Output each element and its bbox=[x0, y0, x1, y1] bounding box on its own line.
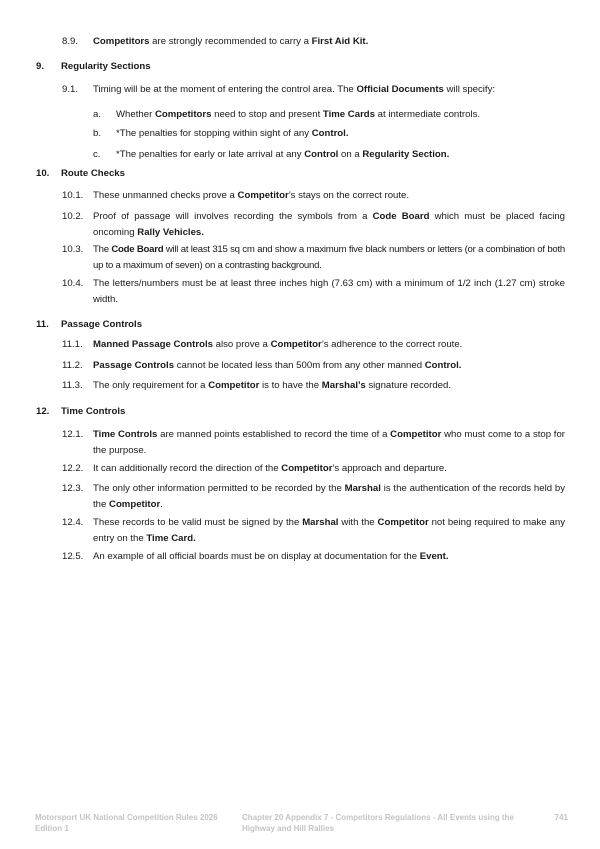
section-number: 10. bbox=[36, 168, 50, 179]
footer-rules-title-line-2: Edition 1 bbox=[35, 824, 69, 833]
clause-text: These unmanned checks prove a Competitor’s stays on the correct route. bbox=[93, 190, 410, 201]
clause-text: Passage Controls cannot be located less than 500m from any other manned Control. bbox=[93, 360, 462, 371]
clause-text: Proof of passage will involves recording the symbols from a Code Board which must be placed facing oncoming Rally Vehicles. bbox=[93, 211, 565, 238]
defined-term: Competitor bbox=[281, 463, 333, 474]
clause-number: 8.9. bbox=[62, 36, 79, 47]
defined-term: Control. bbox=[311, 128, 349, 139]
section-number: 11. bbox=[36, 319, 49, 330]
clause-text: Time Controls are manned points established to record the time of a Competitor who must come to a stop for the purpose. bbox=[93, 429, 566, 456]
defined-term: Event. bbox=[419, 551, 449, 562]
defined-term: Code Board bbox=[372, 211, 430, 222]
defined-term: Marshal bbox=[302, 517, 339, 528]
sub-clause-letter: a. bbox=[93, 109, 102, 120]
sub-clause-text: *The penalties for stopping within sight of any Control. bbox=[116, 128, 349, 139]
defined-term: Time Card. bbox=[146, 532, 196, 544]
defined-term: Competitor bbox=[390, 429, 442, 440]
sub-clause-letter: b. bbox=[93, 128, 102, 139]
clause-number: 12.3. bbox=[62, 483, 84, 494]
section-title: Route Checks bbox=[61, 168, 125, 179]
defined-term: Competitor bbox=[109, 498, 161, 510]
clause-text: Manned Passage Controls also prove a Competitor’s adherence to the correct route. bbox=[93, 339, 463, 350]
footer-chapter-title-line-2: Highway and Hill Rallies bbox=[242, 824, 335, 833]
clause-number: 10.4. bbox=[62, 278, 84, 289]
sub-clause-text: *The penalties for early or late arrival at any Control on a Regularity Section. bbox=[116, 149, 450, 160]
clause-text: It can additionally record the direction of the Competitor’s approach and departure. bbox=[93, 463, 447, 474]
defined-term: Competitor bbox=[237, 190, 289, 201]
clause-number: 12.2. bbox=[62, 463, 84, 474]
clause-number: 9.1. bbox=[62, 84, 79, 95]
clause-text: The only requirement for a Competitor is to have the Marshal’s signature recorded. bbox=[93, 380, 451, 391]
defined-term: Official Documents bbox=[356, 84, 444, 95]
defined-term: Passage Controls bbox=[93, 360, 175, 371]
defined-term: First Aid Kit. bbox=[311, 36, 369, 47]
defined-term: Competitor bbox=[377, 517, 429, 528]
clause-number: 11.3. bbox=[62, 380, 83, 391]
clause-number: 12.1. bbox=[62, 429, 84, 440]
clause-number: 10.2. bbox=[62, 211, 84, 222]
footer-rules-title-line-1: Motorsport UK National Competition Rules 2026 bbox=[35, 813, 218, 822]
clause-text: An example of all official boards must be on display at documentation for the Event. bbox=[93, 551, 449, 562]
clause-number: 12.5. bbox=[62, 551, 84, 562]
clause-text: Timing will be at the moment of entering the control area. The Official Documents will specify: bbox=[93, 84, 496, 95]
defined-term: Control bbox=[304, 149, 339, 160]
section-title: Passage Controls bbox=[61, 319, 143, 330]
defined-term: Marshal’s bbox=[321, 380, 366, 391]
footer-chapter-title bbox=[242, 812, 532, 834]
footer-rules-title bbox=[35, 812, 240, 834]
defined-term: Regularity Section. bbox=[362, 149, 450, 160]
clause-text: The letters/numbers must be at least three inches high (7.63 cm) with a minimum of 1/2 inch (1.27 cm) stroke width. bbox=[93, 278, 565, 305]
section-title: Time Controls bbox=[61, 406, 126, 417]
sub-clause-text: Whether Competitors need to stop and present Time Cards at intermediate controls. bbox=[116, 109, 481, 120]
defined-term: Code Board bbox=[111, 244, 164, 255]
footer-page-number: 741 bbox=[554, 813, 568, 822]
clause-text: The only other information permitted to be recorded by the Marshal is the authentication of the records held by the Competitor. bbox=[93, 483, 565, 510]
section-number: 9. bbox=[36, 61, 45, 72]
clause-number: 10.1. bbox=[62, 190, 84, 201]
clause-number: 11.1. bbox=[62, 339, 83, 350]
defined-term: Competitor bbox=[208, 380, 260, 391]
defined-term: Rally Vehicles. bbox=[137, 226, 204, 238]
defined-term: Competitor bbox=[270, 339, 322, 350]
clause-text: The Code Board will at least 315 sq cm and show a maximum five black numbers or letters (or a combination of both up to a maximum of seven) on a contrasting background. bbox=[93, 244, 565, 271]
defined-term: Competitors bbox=[93, 36, 150, 47]
clause-number: 12.4. bbox=[62, 517, 84, 528]
defined-term: Control. bbox=[424, 360, 462, 371]
section-title: Regularity Sections bbox=[61, 61, 151, 72]
clause-number: 10.3. bbox=[62, 244, 84, 255]
footer-chapter-title-line-1: Chapter 20 Appendix 7 - Competitors Regulations - All Events using the bbox=[242, 813, 514, 822]
section-number: 12. bbox=[36, 406, 50, 417]
defined-term: Time Controls bbox=[93, 429, 158, 440]
clause-text: Competitors are strongly recommended to carry a First Aid Kit. bbox=[93, 36, 369, 47]
defined-term: Manned Passage Controls bbox=[93, 339, 213, 350]
sub-clause-letter: c. bbox=[93, 149, 101, 160]
clause-text: These records to be valid must be signed by the Marshal with the Competitor not being required to make any entry on the Time Card. bbox=[93, 517, 565, 544]
clause-number: 11.2. bbox=[62, 360, 83, 371]
defined-term: Competitors bbox=[154, 109, 212, 120]
defined-term: Marshal bbox=[344, 483, 381, 494]
defined-term: Time Cards bbox=[322, 109, 375, 120]
